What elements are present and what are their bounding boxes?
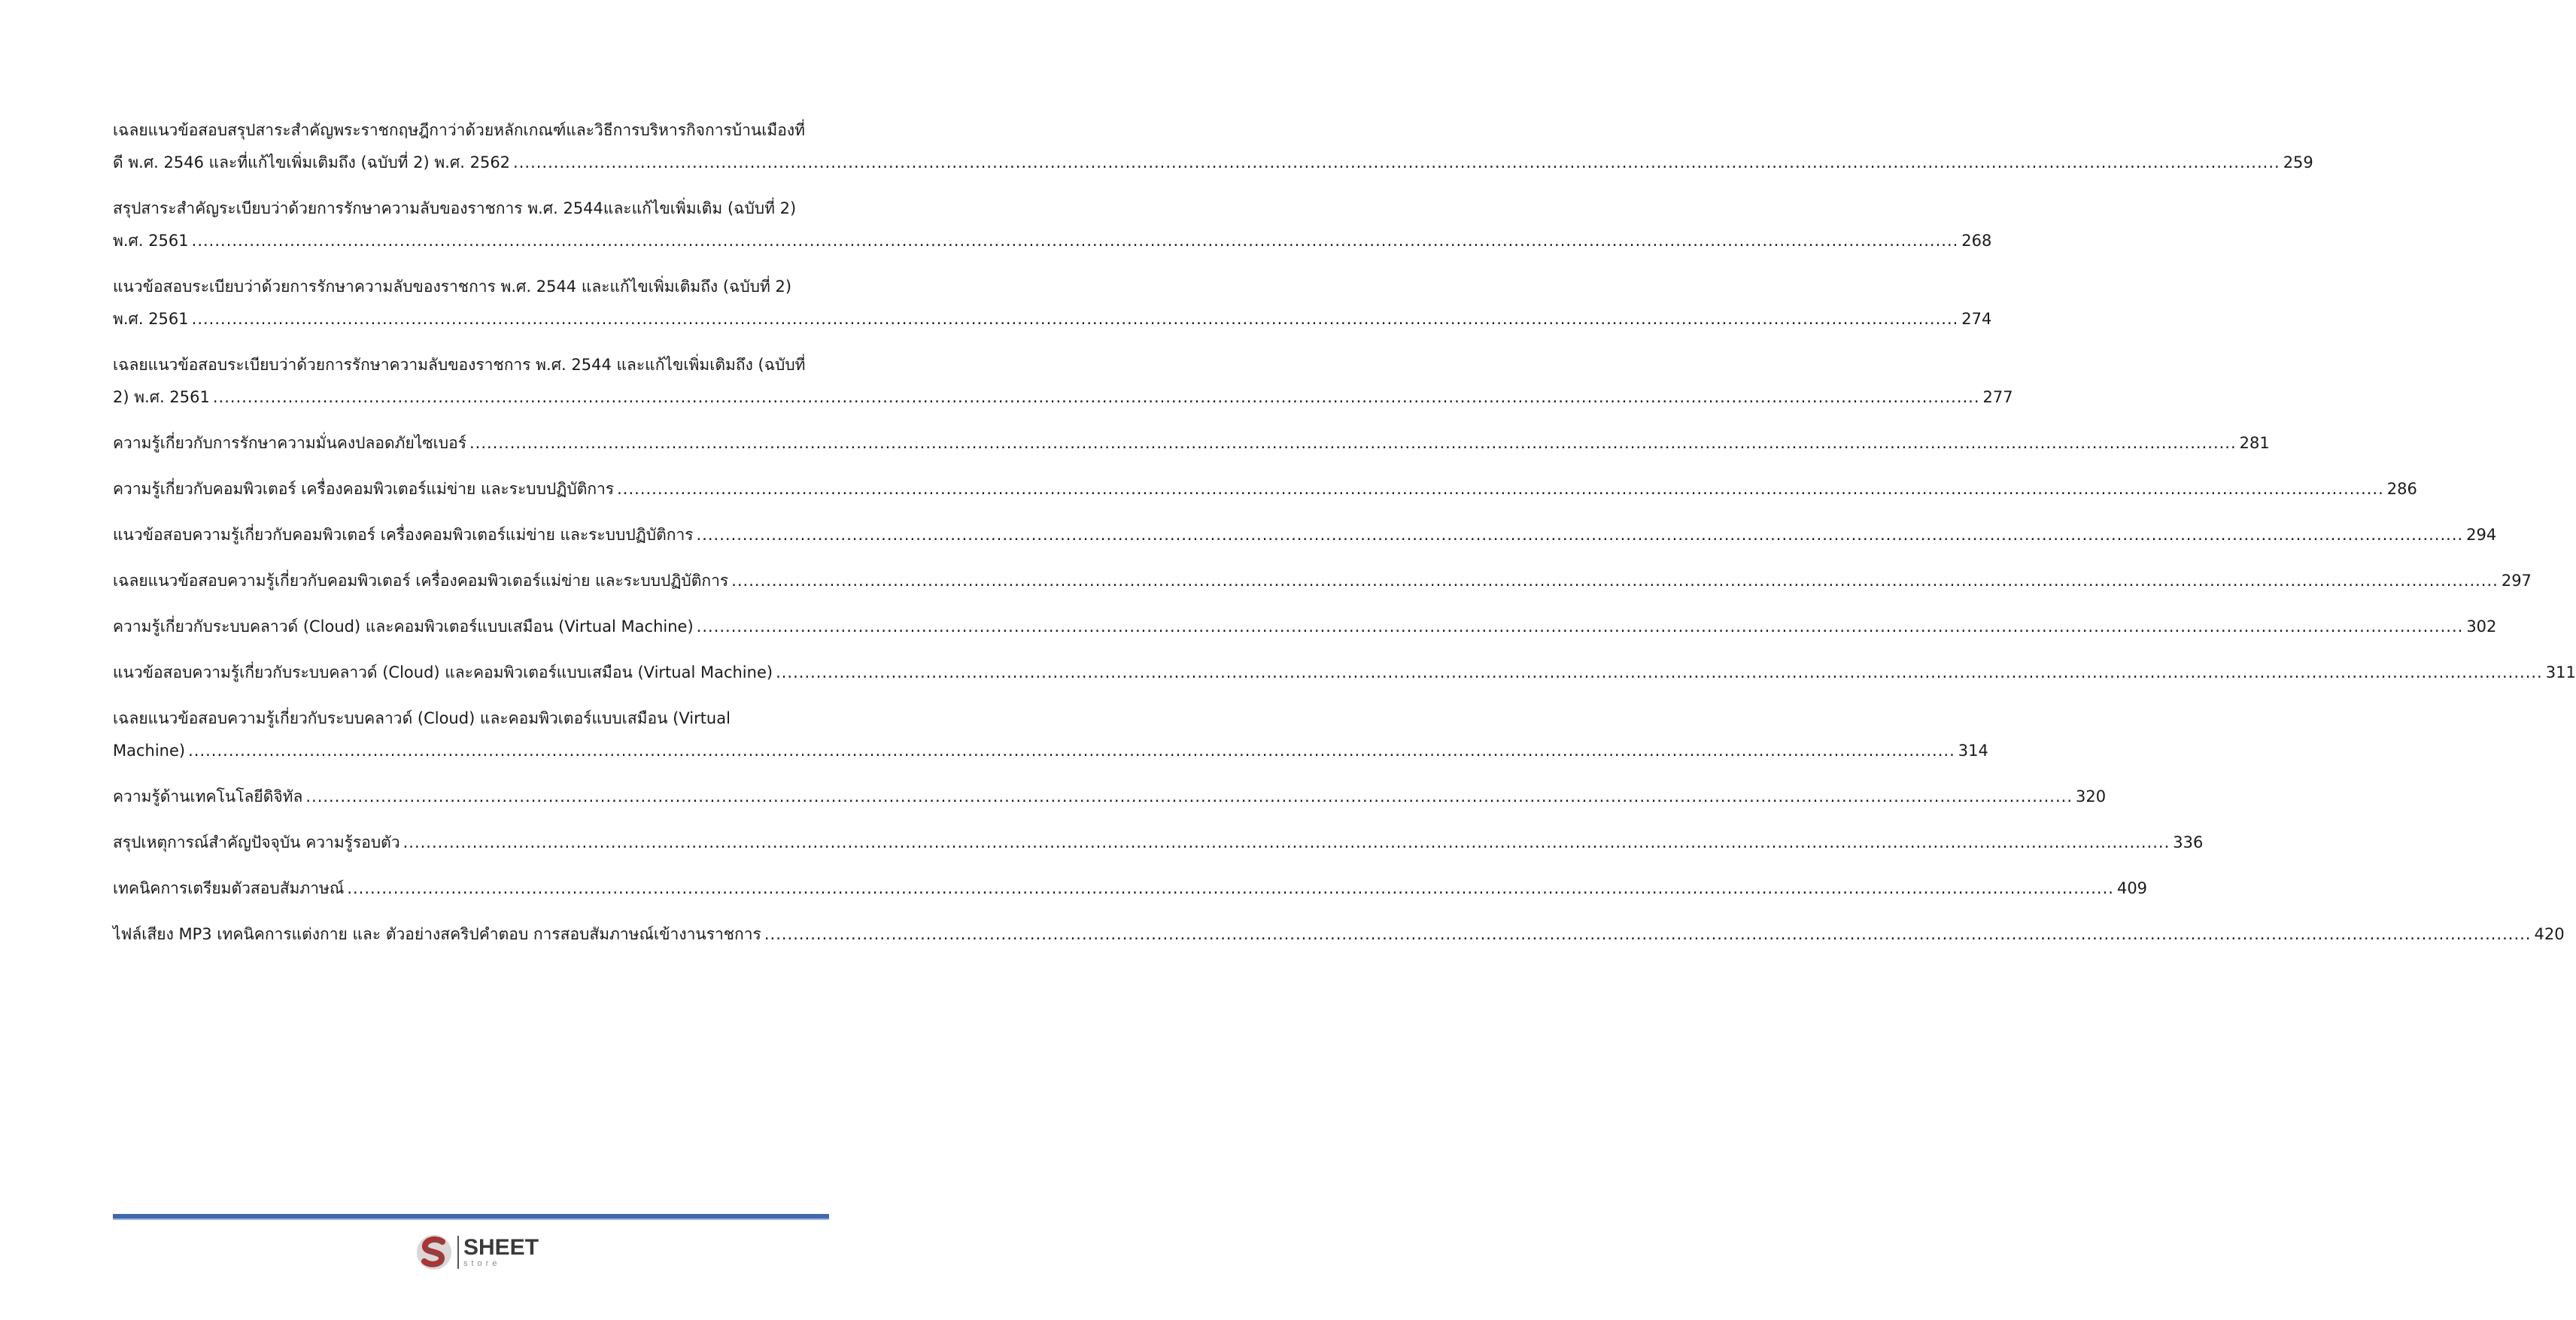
toc-entry-title-line: ความรู้เกี่ยวกับคอมพิวเตอร์ เครื่องคอมพิวเตอร์แม่ข่าย และระบบปฏิบัติการ — [113, 480, 615, 498]
toc-page-number: 320 — [2076, 787, 2107, 806]
toc-entry-title-line: เฉลยแนวข้อสอบระเบียบว่าด้วยการรักษาความลับของราชการ พ.ศ. 2544 และแก้ไขเพิ่มเติมถึง (ฉบับที่ — [113, 356, 806, 374]
toc-entry[interactable] — [113, 565, 2532, 597]
toc-entry[interactable] — [113, 473, 2417, 505]
toc-entry-title-line: Machine) — [113, 742, 186, 760]
toc-entry[interactable] — [113, 349, 2013, 414]
logo-wordmark: SHEET — [463, 1235, 539, 1260]
toc-page-number: 268 — [1961, 232, 1992, 250]
toc-entry-title-line: แนวข้อสอบระเบียบว่าด้วยการรักษาความลับของราชการ พ.ศ. 2544 และแก้ไขเพิ่มเติมถึง (ฉบับที่ 2) — [113, 278, 792, 296]
logo-subtext: store — [463, 1259, 501, 1268]
dot-leader — [764, 918, 2532, 951]
dot-leader — [697, 519, 2464, 551]
toc-page-number: 281 — [2239, 434, 2270, 452]
toc-entry-title-line: ดี พ.ศ. 2546 และที่แก้ไขเพิ่มเติมถึง (ฉบับที่ 2) พ.ศ. 2562 — [113, 153, 511, 171]
logo-divider — [457, 1236, 459, 1269]
dot-leader — [188, 735, 1955, 767]
toc-entry-title-line: แนวข้อสอบความรู้เกี่ยวกับคอมพิวเตอร์ เครื่องคอมพิวเตอร์แม่ข่าย และระบบปฏิบัติการ — [113, 526, 694, 544]
toc-entry-title-line: 2) พ.ศ. 2561 — [113, 388, 210, 406]
toc-entry[interactable] — [113, 918, 2565, 951]
table-of-contents — [113, 114, 2576, 964]
toc-entry[interactable] — [113, 872, 2148, 905]
dot-leader — [403, 827, 2170, 859]
toc-entry-title-line: ความรู้เกี่ยวกับการรักษาความมั่นคงปลอดภัยไซเบอร์ — [113, 434, 466, 452]
dot-leader — [776, 657, 2543, 689]
toc-entry[interactable] — [113, 271, 1992, 335]
toc-entry-title-line: สรุปสาระสำคัญระเบียบว่าด้วยการรักษาความลับของราชการ พ.ศ. 2544และแก้ไขเพิ่มเติม (ฉบับที่ 2) — [113, 199, 797, 217]
toc-entry[interactable] — [113, 519, 2497, 551]
dot-leader — [617, 473, 2384, 505]
sheet-store-s-logo-icon — [415, 1233, 453, 1272]
footer-divider — [113, 1214, 829, 1220]
toc-entry[interactable] — [113, 427, 2270, 460]
dot-leader — [731, 565, 2499, 597]
toc-entry-title-line: ความรู้ด้านเทคโนโลยีดิจิทัล — [113, 787, 303, 806]
dot-leader — [192, 303, 1959, 335]
toc-page-number: 311 — [2545, 663, 2576, 681]
toc-entry-title-line: เฉลยแนวข้อสอบความรู้เกี่ยวกับระบบคลาวด์ (Cloud) และคอมพิวเตอร์แบบเสมือน (Virtual — [113, 709, 731, 727]
toc-page-number: 302 — [2466, 618, 2497, 636]
dot-leader — [213, 381, 1980, 414]
dot-leader — [469, 427, 2237, 460]
toc-page-number: 297 — [2501, 572, 2532, 590]
toc-page-number: 286 — [2386, 480, 2417, 498]
toc-entry-title-line: เฉลยแนวข้อสอบสรุปสาระสำคัญพระราชกฤษฎีกาว่าด้วยหลักเกณฑ์และวิธีการบริหารกิจการบ้านเมืองที่ — [113, 121, 805, 139]
toc-entry[interactable] — [113, 702, 1988, 767]
dot-leader — [305, 781, 2073, 813]
toc-page-number: 336 — [2173, 833, 2204, 851]
footer-logo — [415, 1232, 539, 1273]
toc-entry-title-line: สรุปเหตุการณ์สำคัญปัจจุบัน ความรู้รอบตัว — [113, 833, 400, 851]
toc-entry[interactable] — [113, 657, 2576, 689]
toc-entry[interactable] — [113, 827, 2204, 859]
toc-entry-title-line: ความรู้เกี่ยวกับระบบคลาวด์ (Cloud) และคอมพิวเตอร์แบบเสมือน (Virtual Machine) — [113, 618, 694, 636]
toc-page-number: 259 — [2283, 153, 2313, 171]
toc-entry-title-line: ไฟล์เสียง MP3 เทคนิคการแต่งกาย และ ตัวอย่างสคริปคำตอบ การสอบสัมภาษณ์เข้างานราชการ — [113, 925, 761, 943]
toc-entry-title-line: เทคนิคการเตรียมตัวสอบสัมภาษณ์ — [113, 879, 345, 897]
toc-page-number: 420 — [2534, 925, 2565, 943]
toc-page-number: 274 — [1961, 310, 1992, 328]
toc-entry[interactable] — [113, 781, 2107, 813]
dot-leader — [697, 611, 2464, 643]
toc-page-number: 409 — [2116, 879, 2148, 897]
toc-page-number: 314 — [1958, 742, 1988, 760]
dot-leader — [192, 225, 1959, 257]
toc-page-number: 294 — [2466, 526, 2497, 544]
toc-page-number: 277 — [1982, 388, 2013, 406]
toc-entry-title-line: พ.ศ. 2561 — [113, 310, 189, 328]
toc-entry-title-line: เฉลยแนวข้อสอบความรู้เกี่ยวกับคอมพิวเตอร์ เครื่องคอมพิวเตอร์แม่ข่าย และระบบปฏิบัติการ — [113, 572, 729, 590]
toc-entry[interactable] — [113, 193, 1992, 257]
toc-entry-title-line: พ.ศ. 2561 — [113, 232, 189, 250]
toc-entry[interactable] — [113, 114, 2313, 179]
dot-leader — [347, 872, 2114, 905]
toc-entry[interactable] — [113, 611, 2497, 643]
dot-leader — [513, 147, 2280, 179]
toc-entry-title-line: แนวข้อสอบความรู้เกี่ยวกับระบบคลาวด์ (Cloud) และคอมพิวเตอร์แบบเสมือน (Virtual Machine) — [113, 663, 773, 681]
